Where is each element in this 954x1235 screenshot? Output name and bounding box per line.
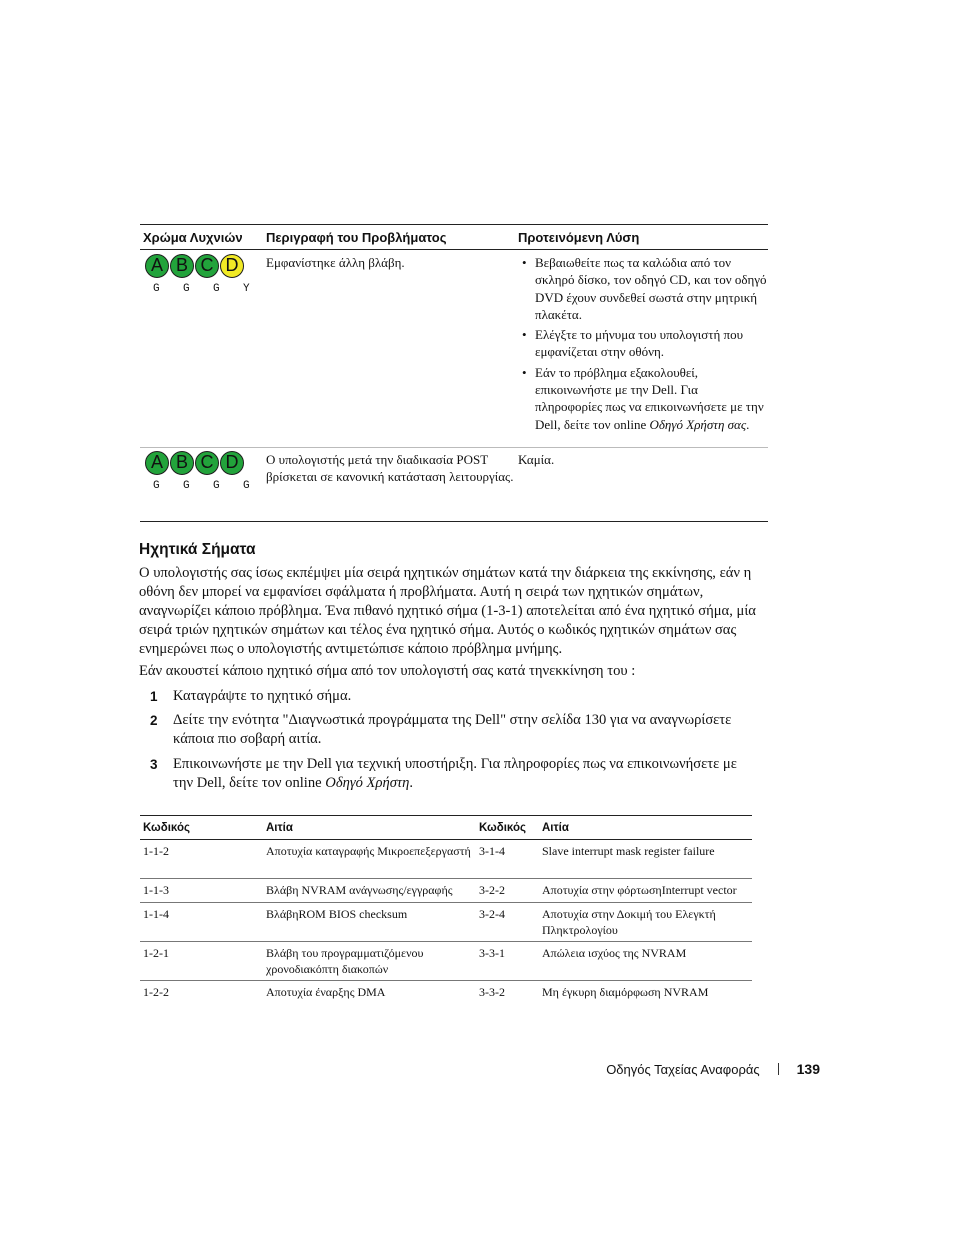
cause-cell: Αποτυχία στην Δοκιμή του Ελεγκτή Πληκτρολογίου [542, 907, 716, 937]
step-text: Επικοινωνήστε με την Dell για τεχνική υποστήριξη. Για πληροφορίες πως να επικοινωνήσετε με την Dell, δείτε τον online Οδηγό Χρήστη. [173, 756, 737, 791]
led-code: G [153, 480, 160, 492]
led-code: G [243, 480, 250, 492]
table-row [140, 981, 752, 1005]
user-guide-reference: Οδηγό Χρήστη σας [649, 416, 747, 432]
suggested-solution: Καμία. [518, 452, 555, 467]
led-code: G [213, 480, 220, 492]
solution-list [518, 254, 768, 433]
led-code: G [153, 283, 160, 295]
table-row [140, 250, 768, 448]
led-code: G [183, 283, 190, 295]
step-item [139, 755, 759, 793]
cause-cell: Αποτυχία στην φόρτωσηInterrupt vector [542, 883, 737, 897]
list-item: • Βεβαιωθείτε πως τα καλώδια από τον σκληρό δίσκο, τον οδηγό CD, και τον οδηγό DVD έχουν συνδεθεί σωστά στην μητρική πλακέτα. [518, 254, 768, 323]
led-b-icon: B [170, 254, 194, 278]
page-number: 139 [796, 1061, 820, 1077]
light-pattern [140, 451, 265, 495]
cause-cell: Βλάβη NVRAM ανάγνωσης/εγγραφής [266, 883, 453, 897]
lead-paragraph: Εάν ακουστεί κάποιο ηχητικό σήμα από τον υπολογιστή σας κατά τηνεκκίνηση του : [139, 663, 636, 679]
header-code: Κωδικός [143, 821, 190, 834]
led-color-codes [143, 478, 265, 495]
step-number: 1 [150, 689, 158, 704]
code-cell: 3-3-1 [479, 946, 505, 960]
cause-cell: Slave interrupt mask register failure [542, 844, 715, 858]
section-title: Ηχητικά Σήματα [139, 541, 256, 558]
led-c-icon: C [195, 254, 219, 278]
table-row [140, 840, 752, 879]
code-cell: 1-1-4 [143, 907, 169, 921]
step-text: Καταγράψτε το ηχητικό σήμα. [173, 688, 352, 704]
header-light-color: Χρώμα Λυχνιών [143, 229, 243, 245]
header-cause: Αιτία [542, 821, 569, 834]
code-cell: 1-2-2 [143, 985, 169, 999]
cause-cell: Μη έγκυρη διαμόρφωση NVRAM [542, 985, 709, 999]
code-cell: 3-1-4 [479, 844, 505, 858]
table-header [140, 815, 752, 840]
led-code: Y [243, 283, 250, 295]
led-code: G [213, 283, 220, 295]
header-cause: Αιτία [266, 821, 293, 834]
list-item: • Ελέγξτε το μήνυμα του υπολογιστή που εμφανίζεται στην οθόνη. [518, 326, 768, 361]
problem-description: Ο υπολογιστής μετά την διαδικασία POST βρίσκεται σε κανονική κατάσταση λειτουργίας. [266, 452, 514, 485]
led-group [143, 254, 265, 278]
light-pattern [140, 254, 265, 298]
led-d-icon: D [220, 451, 244, 475]
header-suggested-solution: Προτεινόμενη Λύση [518, 229, 640, 245]
step-item [139, 687, 759, 706]
table-row [140, 448, 768, 522]
cause-cell: Αποτυχία καταγραφής Μικροεπεξεργαστή [266, 844, 471, 858]
led-group [143, 451, 265, 475]
led-c-icon: C [195, 451, 219, 475]
led-color-codes [143, 281, 265, 298]
table-row [140, 942, 752, 981]
step-number: 3 [150, 757, 158, 772]
led-a-icon: A [145, 254, 169, 278]
cause-cell: Απώλεια ισχύος της NVRAM [542, 946, 687, 960]
step-number: 2 [150, 713, 158, 728]
footer-divider [778, 1063, 779, 1075]
table-header [140, 225, 768, 250]
led-code: G [183, 480, 190, 492]
code-cell: 3-2-2 [479, 883, 505, 897]
footer-title: Οδηγός Ταχείας Αναφοράς [606, 1061, 760, 1077]
code-cell: 3-3-2 [479, 985, 505, 999]
table-row [140, 903, 752, 942]
step-item [139, 711, 759, 749]
led-a-icon: A [145, 451, 169, 475]
led-d-icon: D [220, 254, 244, 278]
code-cell: 1-1-2 [143, 844, 169, 858]
step-text: Δείτε την ενότητα "Διαγνωστικά προγράμματα της Dell" στην σελίδα 130 για να αναγνωρίσετε κάποια πιο σοβαρή αιτία. [173, 712, 732, 747]
code-cell: 1-1-3 [143, 883, 169, 897]
led-b-icon: B [170, 451, 194, 475]
beep-codes-table [140, 815, 752, 1005]
header-code: Κωδικός [479, 821, 526, 834]
list-item: • Εάν το πρόβλημα εξακολουθεί, επικοινωνήστε με την Dell. Για πληροφορίες πως να επικοινωνήσετε με την Dell, δείτε τον online Οδηγό Χρήστη σας. [518, 364, 768, 433]
header-problem-description: Περιγραφή του Προβλήματος [266, 229, 447, 245]
suggested-solution [518, 254, 768, 436]
cause-cell: Βλάβη του προγραμματιζόμενου χρονοδιακόπτη διακοπών [266, 946, 424, 976]
diagnostic-lights-table [140, 224, 768, 522]
page-footer [560, 1061, 820, 1077]
user-guide-reference: Οδηγό Χρήστη [325, 775, 410, 791]
table-row [140, 879, 752, 903]
problem-description: Εμφανίστηκε άλλη βλάβη. [266, 255, 405, 270]
code-cell: 3-2-4 [479, 907, 505, 921]
intro-paragraph: Ο υπολογιστής σας ίσως εκπέμψει μία σειρά ηχητικών σημάτων κατά την διάρκεια της εκκίνησης, εάν η οθόνη δεν μπορεί να εμφανίσει σφάλματα ή προβλήματα. Αυτή η σειρά των ηχητικών σημάτων, αναγνωρίζει κάποιο πρόβλημα. Ένα πιθανό ηχητικό σήμα (1-3-1) αποτελείται από ένα ηχητικό σήμα, μία σειρά τριών ηχητικών σημάτων και τέλος ένα ηχητικό σήμα. Αυτός ο κωδικός ηχητικών σημάτων σας ενημερώνει πως ο υπολογιστής αντιμετώπισε κάποιο πρόβλημα μνήμης. [139, 565, 756, 657]
cause-cell: Αποτυχία έναρξης DMA [266, 985, 386, 999]
code-cell: 1-2-1 [143, 946, 169, 960]
cause-cell: ΒλάβηROM BIOS checksum [266, 907, 408, 921]
